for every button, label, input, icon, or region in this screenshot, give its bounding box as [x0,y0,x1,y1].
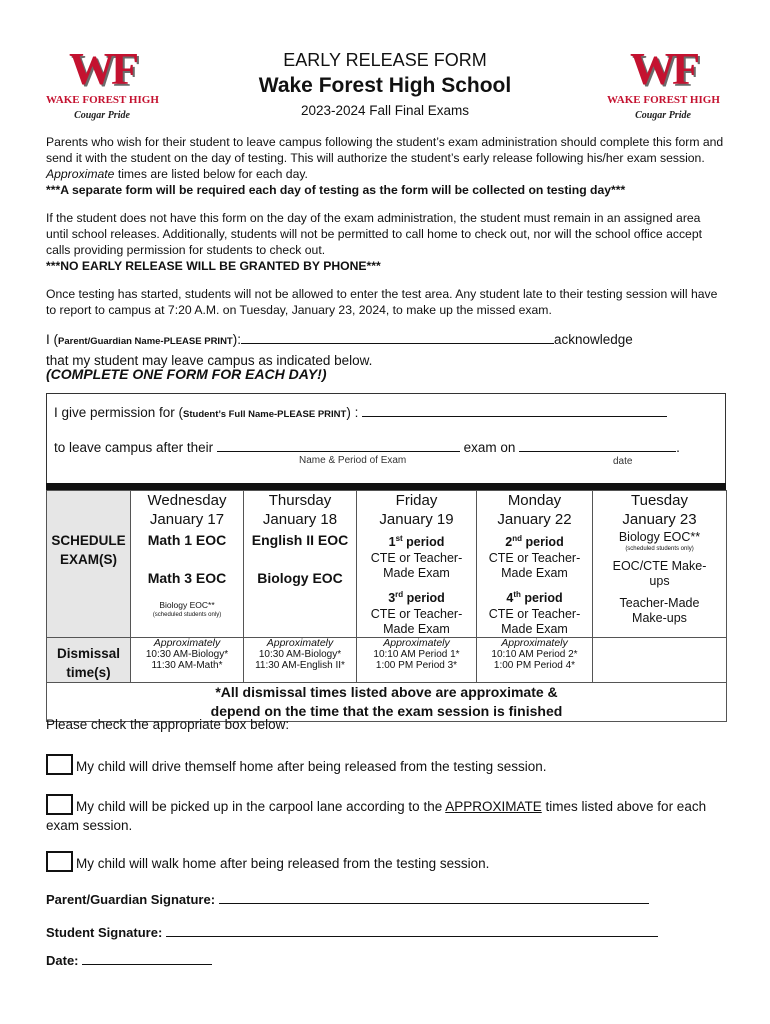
day-name: Thursday [268,492,332,509]
day-name: Tuesday [631,492,688,509]
parent-name-label: Parent/Guardian Name-PLEASE PRINT [58,336,233,347]
period-number: 4 [506,591,514,606]
day-date: January 17 [149,511,225,528]
intro-paragraph-3: Once testing has started, students will not be allowed to enter the test area. Any student late to their testing session will have to report to campus at 7:20 A.M. on Tuesday, January 23, 2024, to make up the missed exam. [46,287,718,317]
permission-text: exam on [463,440,516,455]
drive-checkbox[interactable] [46,754,73,775]
dismissal-row-header [47,638,131,683]
permission-text: . [676,440,680,455]
option-walk-text: My child will walk home after being released from the testing session. [76,856,490,871]
dismissal-time: 11:30 AM-English II* [255,660,345,672]
intro-emphasis: Approximate [46,167,115,181]
student-signature-field[interactable] [166,924,658,937]
period-word: period [522,535,564,550]
schedule-row-header [47,491,131,638]
parent-signature-label: Parent/Guardian Signature: [46,892,216,907]
divider-bar [46,483,726,490]
option-drive-text: My child will drive themself home after being released from the testing session. [76,759,547,774]
period-4-heading [477,586,592,607]
logo-school-name: WAKE FOREST HIGH [46,94,159,106]
student-signature-label: Student Signature: [46,925,163,940]
dismissal-time: 1:00 PM Period 4* [493,660,576,672]
period-word: period [403,591,445,606]
period-word: period [520,591,563,606]
intro-paragraph-2 [46,210,726,274]
day-name: Friday [395,492,438,509]
check-box-instructions: Please check the appropriate box below: [46,717,290,732]
form-subtitle: 2023-2024 Fall Final Exams [300,103,470,118]
ordinal-suffix: nd [512,534,523,543]
period-word: period [402,535,445,550]
ack-text: acknowledge [553,332,633,347]
friday-column [357,491,477,638]
approximate-emphasis: APPROXIMATE [445,799,542,814]
option-text: My child will be picked up in the carpool lane according to the [76,799,446,814]
logo-tagline: Cougar Pride [635,110,691,121]
student-name-label: Student’s Full Name-PLEASE PRINT [183,409,347,420]
exam-schedule-table [46,490,727,722]
ordinal-suffix: th [513,590,521,600]
period-1-exam: CTE or Teacher-Made Exam [370,551,463,581]
logo-tagline: Cougar Pride [74,110,130,121]
dismissal-cell-empty [593,638,727,683]
permission-text: to leave campus after their [54,440,214,455]
dismissal-time: 1:00 PM Period 3* [375,660,458,672]
intro-paragraph-1 [46,134,726,198]
period-number: 3 [388,591,396,606]
note-line: *All dismissal times listed above are approximate & [215,684,558,701]
ordinal-suffix: rd [395,590,404,600]
period-2-exam: CTE or Teacher-Made Exam [488,551,581,581]
name-period-sublabel: Name & Period of Exam [299,455,407,466]
eoc-cte-makeups: EOC/CTE Make-ups [612,559,707,588]
no-phone-notice: ***NO EARLY RELEASE WILL BE GRANTED BY PHONE*** [46,259,381,273]
form-title: EARLY RELEASE FORM [283,50,487,70]
approx-label: Approximately [153,637,221,650]
date-line [46,952,212,968]
ack-text: I ( [46,332,58,347]
logo-letters: WF [629,43,697,94]
parent-signature-field[interactable] [219,891,649,904]
schedule-label: SCHEDULE EXAM(S) [51,533,126,567]
period-3-heading [357,586,476,607]
exam-math3: Math 3 EOC [147,570,227,586]
parent-name-field[interactable] [241,330,554,344]
separate-form-notice: ***A separate form will be required each day of testing as the form will be collected on testing day*** [46,183,626,197]
option-text: times listed above for each exam session. [46,799,707,833]
monday-column [477,491,593,638]
option-carpool-text [46,797,736,835]
student-name-field[interactable] [362,404,667,417]
complete-one-form-notice: (COMPLETE ONE FORM FOR EACH DAY!) [46,366,327,382]
note-line: depend on the time that the exam session is finished [210,703,563,720]
intro-text: times are listed below for each day. [117,167,308,181]
dismissal-cell [477,638,593,683]
student-name-line [54,404,667,420]
period-number: 1 [388,535,396,550]
permission-text: I give permission for ( [54,405,184,420]
period-3-exam: CTE or Teacher-Made Exam [370,607,463,637]
approximate-times-note [47,683,727,722]
exam-biology-note: Biology EOC** [159,600,215,610]
dismissal-time: 10:10 AM Period 2* [491,649,578,661]
school-name: Wake Forest High School [258,74,512,97]
wednesday-column [131,491,244,638]
student-signature-line [46,924,658,940]
day-date: January 23 [622,511,697,528]
ack-text: that my student may leave campus as indicated below. [46,353,373,368]
day-date: January 22 [497,511,572,528]
day-name: Wednesday [147,492,227,509]
acknowledge-statement [46,330,726,370]
carpool-checkbox[interactable] [46,794,73,815]
dismissal-time: 11:30 AM-Math* [151,660,223,672]
dismissal-cell [357,638,477,683]
period-number: 2 [505,535,513,550]
exam-name-field[interactable] [217,439,460,452]
scheduled-students-note: (scheduled students only) [152,612,222,618]
period-4-exam: CTE or Teacher-Made Exam [488,607,581,637]
permission-box [46,393,726,484]
date-sublabel: date [613,456,633,467]
approx-label: Approximately [266,637,334,650]
dismissal-time: 10:10 AM Period 1* [373,649,460,661]
dismissal-cell [131,638,244,683]
exam-line [54,439,680,455]
date-field[interactable] [82,952,212,965]
teacher-made-makeups: Teacher-Made Make-ups [619,596,700,625]
exam-math1: Math 1 EOC [147,532,227,548]
date-label: Date: [46,953,79,968]
parent-signature-line [46,891,649,907]
option-carpool [46,797,736,835]
permission-text: ) : [346,405,359,420]
scheduled-students-note: (scheduled students only) [625,546,694,552]
period-1-heading [357,530,476,551]
day-name: Monday [507,492,562,509]
day-date: January 18 [262,511,338,528]
exam-english2: English II EOC [251,532,349,548]
intro-text: If the student does not have this form on the day of the exam administration, the student must remain in an assigned area until school releases. Additionally, students will not be permitted to call home to check out, nor will the school office accept calls providing permission for students to check out. [46,211,702,257]
exam-date-field[interactable] [519,439,676,452]
option-drive [46,757,736,776]
approx-label: Approximately [383,637,450,650]
day-date: January 19 [379,511,454,528]
thursday-column [244,491,357,638]
dismissal-time: 10:30 AM-Biology* [145,649,229,661]
tuesday-column [593,491,727,638]
option-walk [46,854,736,873]
ordinal-suffix: st [395,534,403,543]
exam-biology: Biology EOC [257,570,343,586]
period-2-heading [477,530,592,551]
dismissal-time: 10:30 AM-Biology* [258,649,342,661]
tuesday-biology-eoc: Biology EOC** [618,530,701,544]
approx-label: Approximately [501,637,568,650]
logo-letters: WF [68,43,136,94]
dismissal-cell [244,638,357,683]
ack-text: ): [232,332,241,347]
logo-school-name: WAKE FOREST HIGH [607,94,720,106]
intro-text: Parents who wish for their student to leave campus following the student’s exam administration should complete this form and send it with the student on the day of testing. This will authorize the student’s early release following his/her exam session. [46,135,724,165]
dismissal-label: Dismissal time(s) [56,646,121,681]
walk-checkbox[interactable] [46,851,73,872]
